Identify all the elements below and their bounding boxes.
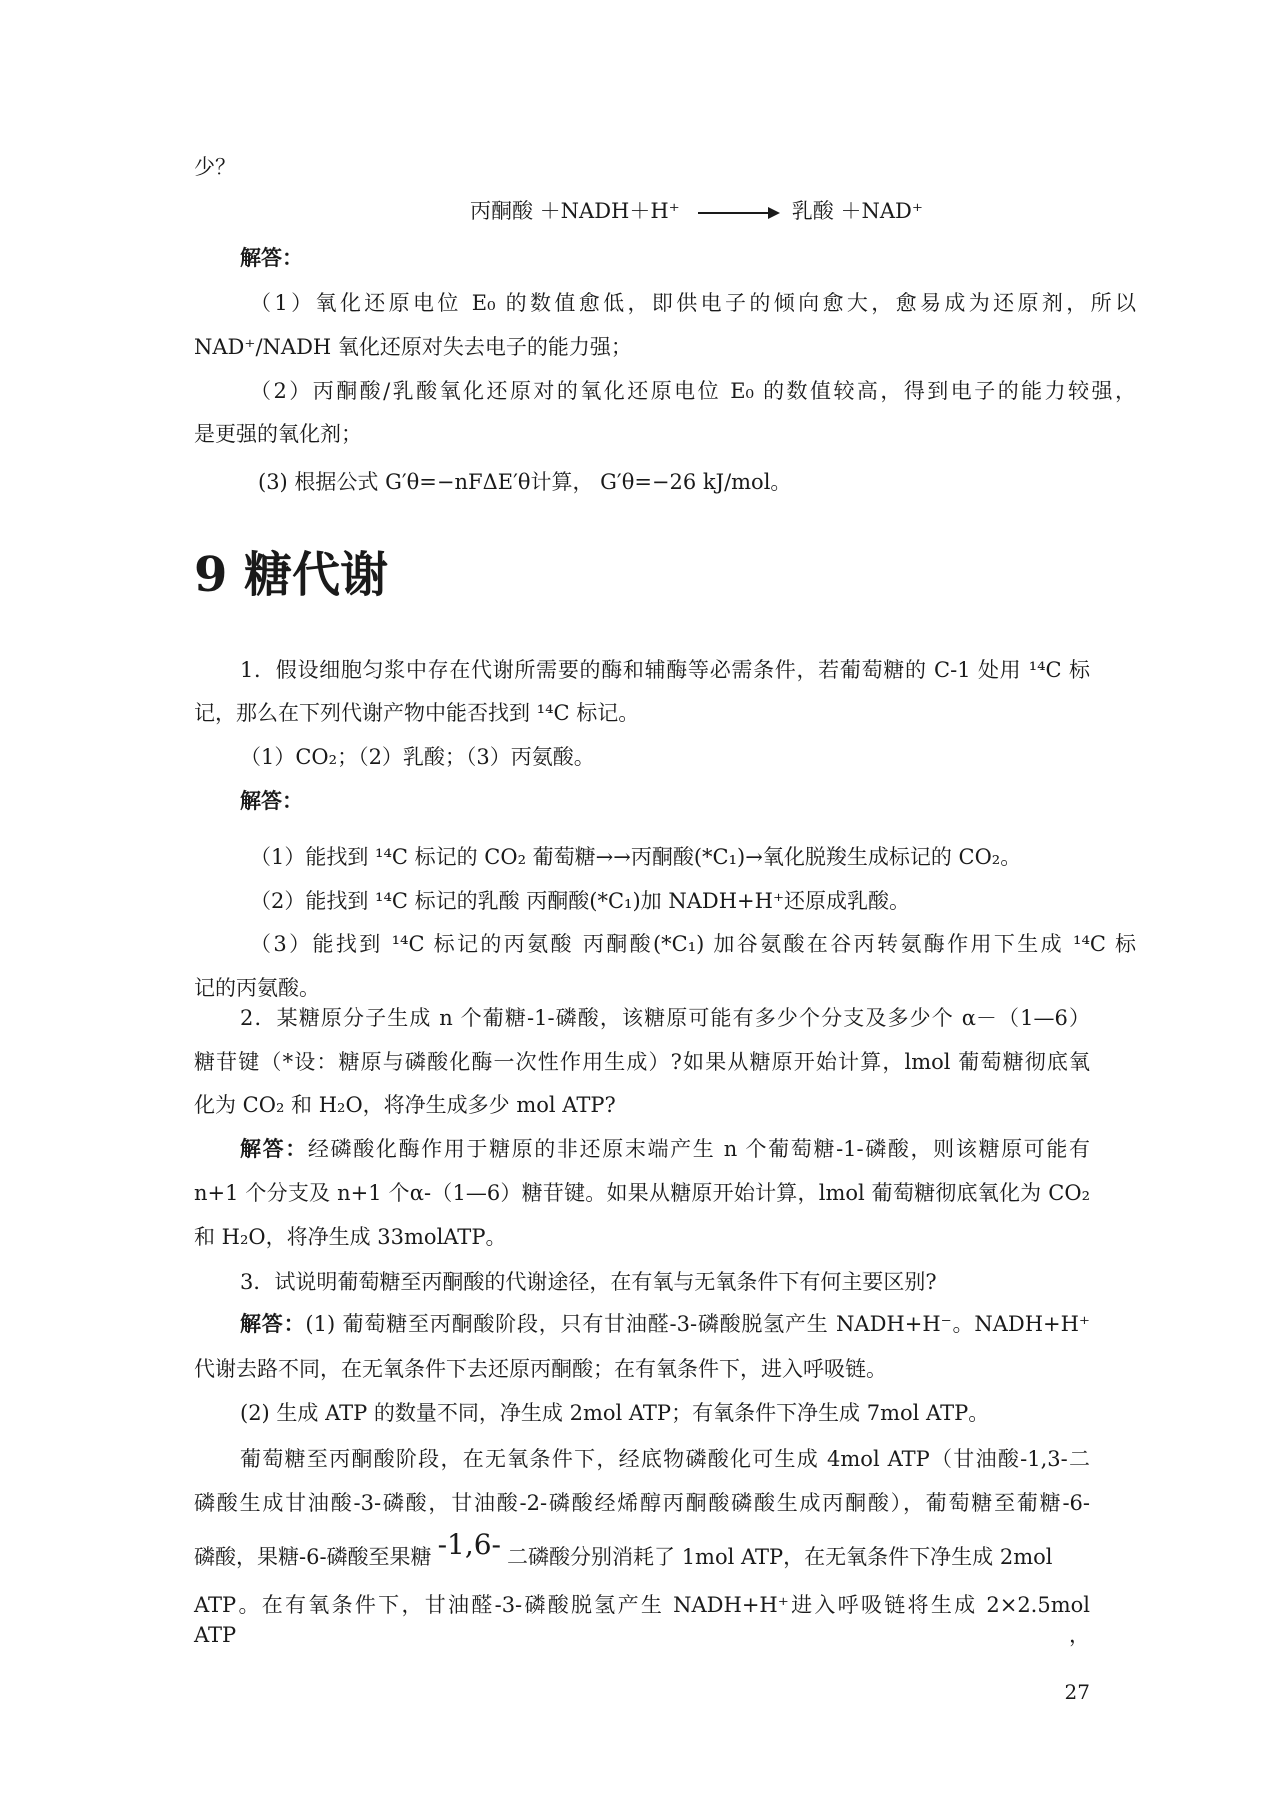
answer-label: 解答： bbox=[240, 245, 303, 270]
answer-paragraph bbox=[240, 1134, 1090, 1164]
text-line: 少？ bbox=[194, 155, 236, 179]
answer-label: 解答： bbox=[240, 1136, 308, 1161]
reaction-arrow-icon bbox=[698, 212, 778, 214]
answer-text: 经磷酸化酶作用于糖原的非还原末端产生 n 个葡萄糖-1-磷酸，则该糖原可能有 bbox=[307, 1137, 1090, 1161]
answer-text: （2）丙酮酸/乳酸氧化还原对的氧化还原电位 E₀ 的数值较高，得到电子的能力较强， bbox=[250, 379, 1136, 403]
answer-text: （2）能找到 ¹⁴C 标记的乳酸 丙酮酸(*C₁)加 NADH+H⁺还原成乳酸。 bbox=[250, 889, 911, 913]
question-text: 糖苷键（*设：糖原与磷酸化酶一次性作用生成）?如果从糖原开始计算，lmol 葡萄糖彻底氧 bbox=[194, 1050, 1090, 1074]
answer-text: n+1 个分支及 n+1 个α-（1—6）糖苷键。如果从糖原开始计算，lmol 葡萄糖彻底氧化为 CO₂ bbox=[194, 1181, 1090, 1205]
answer-text: （1）能找到 ¹⁴C 标记的 CO₂ 葡萄糖→→丙酮酸(*C₁)→氧化脱羧生成标记的 CO₂。 bbox=[250, 845, 1022, 869]
answer-text: (2) 生成 ATP 的数量不同，净生成 2mol ATP；有氧条件下净生成 7mol ATP。 bbox=[240, 1401, 990, 1425]
answer-label: 解答： bbox=[240, 788, 303, 813]
page-number: 27 bbox=[1064, 1680, 1090, 1704]
answer-text: 和 H₂O，将净生成 33molATP。 bbox=[194, 1225, 507, 1249]
body-text: ATP。在有氧条件下，甘油醛-3-磷酸脱氢产生 NADH+H⁺进入呼吸链将生成 2×2.5mol ATP， bbox=[194, 1593, 1090, 1647]
chapter-title: 9 糖代谢 bbox=[194, 547, 389, 603]
answer-text: (1) 葡萄糖至丙酮酸阶段，只有甘油醛-3-磷酸脱氢产生 NADH+H⁻。NADH+H⁺ bbox=[305, 1312, 1090, 1336]
answer-text: 记的丙氨酸。 bbox=[194, 976, 320, 1000]
answer-text: （3）能找到 ¹⁴C 标记的丙氨酸 丙酮酸(*C₁) 加谷氨酸在谷丙转氨酶作用下生成 ¹⁴C 标 bbox=[250, 932, 1136, 956]
reaction-equation bbox=[470, 196, 923, 226]
body-text-line bbox=[194, 1528, 1053, 1572]
body-text: 葡萄糖至丙酮酸阶段，在无氧条件下，经底物磷酸化可生成 4mol ATP（甘油酸-1,3-二 bbox=[240, 1447, 1090, 1471]
answer-text: (3) 根据公式 G′θ=−nFΔE′θ计算， G′θ=−26 kJ/mol。 bbox=[258, 470, 792, 494]
answer-text: 代谢去路不同，在无氧条件下去还原丙酮酸；在有氧条件下，进入呼吸链。 bbox=[194, 1357, 887, 1381]
answer-label: 解答： bbox=[240, 1311, 306, 1336]
question-text: 化为 CO₂ 和 H₂O，将净生成多少 mol ATP? bbox=[194, 1093, 616, 1117]
equation-right: 乳酸 ＋NAD⁺ bbox=[791, 199, 923, 223]
question-text: 记，那么在下列代谢产物中能否找到 ¹⁴C 标记。 bbox=[194, 701, 640, 725]
question-text: 2．某糖原分子生成 n 个葡糖-1-磷酸，该糖原可能有多少个分支及多少个 α－（1—6） bbox=[240, 1006, 1090, 1030]
answer-paragraph bbox=[240, 1309, 1090, 1339]
math-formula: -1,6- bbox=[437, 1528, 502, 1561]
answer-text: 是更强的氧化剂； bbox=[194, 422, 362, 446]
answer-text: （1）氧化还原电位 E₀ 的数值愈低，即供电子的倾向愈大，愈易成为还原剂，所以 bbox=[250, 291, 1136, 315]
question-text: 3．试说明葡萄糖至丙酮酸的代谢途径，在有氧与无氧条件下有何主要区别? bbox=[240, 1270, 937, 1294]
question-text: 1．假设细胞匀浆中存在代谢所需要的酶和辅酶等必需条件，若葡萄糖的 C-1 处用 ¹⁴C 标 bbox=[240, 658, 1090, 682]
body-text-part: 磷酸，果糖-6-磷酸至果糖 bbox=[194, 1545, 432, 1569]
question-text: （1）CO₂；（2）乳酸；（3）丙氨酸。 bbox=[240, 745, 595, 769]
body-text-part: 二磷酸分别消耗了 1mol ATP，在无氧条件下净生成 2mol bbox=[507, 1545, 1053, 1569]
body-text: 磷酸生成甘油酸-3-磷酸，甘油酸-2-磷酸经烯醇丙酮酸磷酸生成丙酮酸），葡萄糖至葡糖-6- bbox=[194, 1491, 1090, 1515]
answer-text: NAD⁺/NADH 氧化还原对失去电子的能力强； bbox=[194, 335, 632, 359]
equation-left: 丙酮酸 ＋NADH＋H⁺ bbox=[470, 199, 680, 223]
